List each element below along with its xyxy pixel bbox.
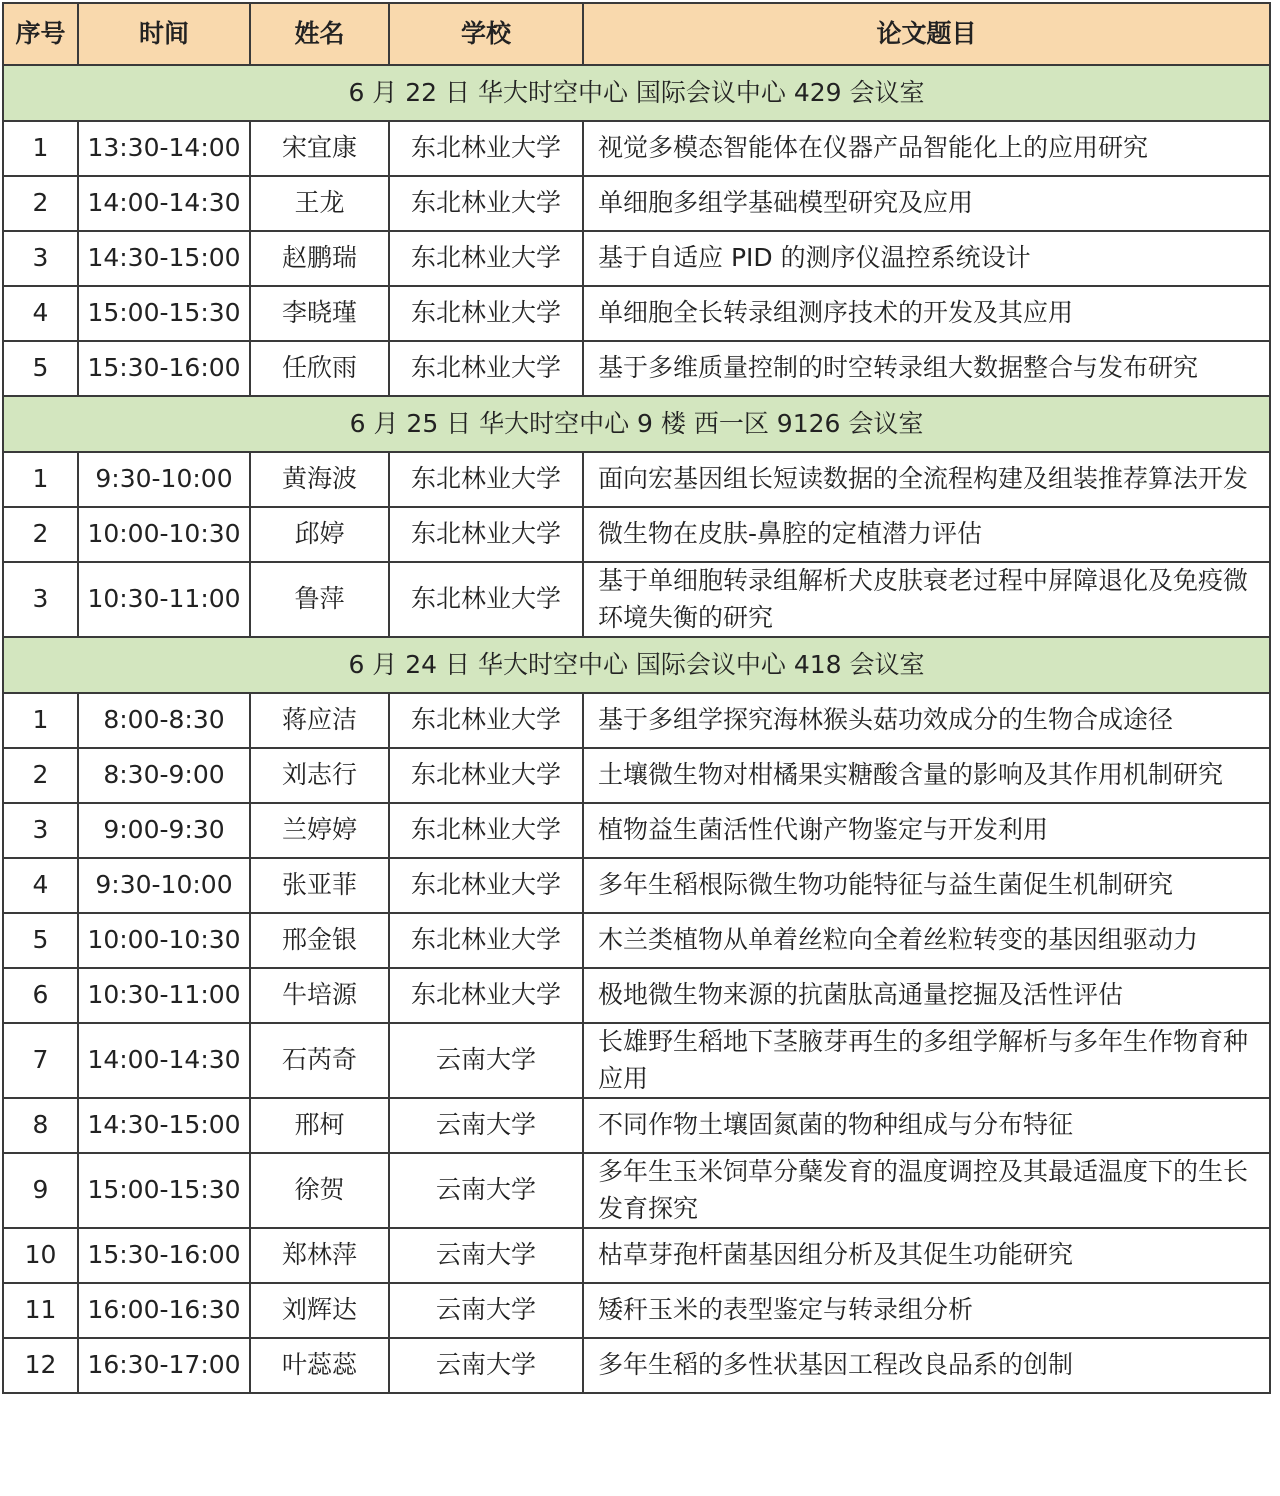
- row-name: 邢金银: [250, 913, 389, 968]
- row-title: 基于自适应 PID 的测序仪温控系统设计: [583, 231, 1270, 286]
- row-number: 3: [3, 562, 78, 637]
- row-title: 木兰类植物从单着丝粒向全着丝粒转变的基因组驱动力: [583, 913, 1270, 968]
- row-time: 8:00-8:30: [78, 693, 250, 748]
- row-school: 云南大学: [389, 1153, 583, 1228]
- row-school: 东北林业大学: [389, 121, 583, 176]
- row-title: 土壤微生物对柑橘果实糖酸含量的影响及其作用机制研究: [583, 748, 1270, 803]
- row-time: 8:30-9:00: [78, 748, 250, 803]
- row-number: 1: [3, 693, 78, 748]
- row-title: 面向宏基因组长短读数据的全流程构建及组装推荐算法开发: [583, 452, 1270, 507]
- row-time: 10:00-10:30: [78, 507, 250, 562]
- row-name: 牛培源: [250, 968, 389, 1023]
- table-row: [3, 968, 1270, 1023]
- row-school: 东北林业大学: [389, 913, 583, 968]
- header-no: 序号: [3, 3, 78, 65]
- table-row: [3, 913, 1270, 968]
- row-time: 14:00-14:30: [78, 1023, 250, 1098]
- table-row: [3, 748, 1270, 803]
- row-school: 云南大学: [389, 1338, 583, 1393]
- section-header: [3, 65, 1270, 121]
- table-row: [3, 341, 1270, 396]
- row-name: 兰婷婷: [250, 803, 389, 858]
- table-row: [3, 1283, 1270, 1338]
- row-title: 基于单细胞转录组解析犬皮肤衰老过程中屏障退化及免疫微环境失衡的研究: [583, 562, 1270, 637]
- table-row: [3, 1228, 1270, 1283]
- row-school: 东北林业大学: [389, 748, 583, 803]
- row-school: 云南大学: [389, 1228, 583, 1283]
- row-time: 15:00-15:30: [78, 1153, 250, 1228]
- row-school: 云南大学: [389, 1098, 583, 1153]
- row-name: 郑林萍: [250, 1228, 389, 1283]
- header-name: 姓名: [250, 3, 389, 65]
- row-name: 邱婷: [250, 507, 389, 562]
- row-name: 邢柯: [250, 1098, 389, 1153]
- row-time: 15:00-15:30: [78, 286, 250, 341]
- row-school: 东北林业大学: [389, 286, 583, 341]
- table-row: [3, 1023, 1270, 1098]
- header-time: 时间: [78, 3, 250, 65]
- table-row: [3, 231, 1270, 286]
- table-row: [3, 1338, 1270, 1393]
- row-time: 10:30-11:00: [78, 562, 250, 637]
- row-title: 枯草芽孢杆菌基因组分析及其促生功能研究: [583, 1228, 1270, 1283]
- row-number: 3: [3, 231, 78, 286]
- row-title: 矮秆玉米的表型鉴定与转录组分析: [583, 1283, 1270, 1338]
- row-time: 10:30-11:00: [78, 968, 250, 1023]
- row-title: 视觉多模态智能体在仪器产品智能化上的应用研究: [583, 121, 1270, 176]
- row-title: 基于多维质量控制的时空转录组大数据整合与发布研究: [583, 341, 1270, 396]
- row-number: 1: [3, 452, 78, 507]
- row-name: 蒋应洁: [250, 693, 389, 748]
- row-name: 李晓瑾: [250, 286, 389, 341]
- row-number: 2: [3, 507, 78, 562]
- row-number: 12: [3, 1338, 78, 1393]
- row-number: 5: [3, 913, 78, 968]
- table-row: [3, 176, 1270, 231]
- row-time: 15:30-16:00: [78, 341, 250, 396]
- table-row: [3, 858, 1270, 913]
- table-row: [3, 1098, 1270, 1153]
- row-school: 东北林业大学: [389, 803, 583, 858]
- row-title: 多年生稻根际微生物功能特征与益生菌促生机制研究: [583, 858, 1270, 913]
- row-time: 14:30-15:00: [78, 231, 250, 286]
- row-time: 9:30-10:00: [78, 452, 250, 507]
- row-number: 3: [3, 803, 78, 858]
- row-number: 7: [3, 1023, 78, 1098]
- table-row: [3, 452, 1270, 507]
- header-title: 论文题目: [583, 3, 1270, 65]
- table-row: [3, 507, 1270, 562]
- row-title: 单细胞全长转录组测序技术的开发及其应用: [583, 286, 1270, 341]
- row-time: 16:00-16:30: [78, 1283, 250, 1338]
- row-school: 东北林业大学: [389, 452, 583, 507]
- row-number: 2: [3, 748, 78, 803]
- row-time: 16:30-17:00: [78, 1338, 250, 1393]
- row-name: 赵鹏瑞: [250, 231, 389, 286]
- row-title: 植物益生菌活性代谢产物鉴定与开发利用: [583, 803, 1270, 858]
- row-name: 宋宜康: [250, 121, 389, 176]
- table-row: [3, 803, 1270, 858]
- section-heading: 6 月 22 日 华大时空中心 国际会议中心 429 会议室: [3, 65, 1270, 121]
- row-number: 1: [3, 121, 78, 176]
- row-time: 9:00-9:30: [78, 803, 250, 858]
- header-row: [3, 3, 1270, 65]
- row-time: 9:30-10:00: [78, 858, 250, 913]
- row-number: 4: [3, 858, 78, 913]
- row-school: 东北林业大学: [389, 858, 583, 913]
- row-name: 任欣雨: [250, 341, 389, 396]
- row-name: 鲁萍: [250, 562, 389, 637]
- row-number: 8: [3, 1098, 78, 1153]
- row-name: 王龙: [250, 176, 389, 231]
- row-time: 10:00-10:30: [78, 913, 250, 968]
- row-title: 多年生稻的多性状基因工程改良品系的创制: [583, 1338, 1270, 1393]
- row-title: 多年生玉米饲草分蘖发育的温度调控及其最适温度下的生长发育探究: [583, 1153, 1270, 1228]
- row-title: 极地微生物来源的抗菌肽高通量挖掘及活性评估: [583, 968, 1270, 1023]
- section-header: [3, 396, 1270, 452]
- row-number: 2: [3, 176, 78, 231]
- row-time: 15:30-16:00: [78, 1228, 250, 1283]
- row-title: 单细胞多组学基础模型研究及应用: [583, 176, 1270, 231]
- row-number: 11: [3, 1283, 78, 1338]
- row-number: 9: [3, 1153, 78, 1228]
- row-name: 叶蕊蕊: [250, 1338, 389, 1393]
- row-name: 石芮奇: [250, 1023, 389, 1098]
- section-heading: 6 月 24 日 华大时空中心 国际会议中心 418 会议室: [3, 637, 1270, 693]
- row-name: 徐贺: [250, 1153, 389, 1228]
- section-header: [3, 637, 1270, 693]
- row-school: 东北林业大学: [389, 968, 583, 1023]
- row-school: 东北林业大学: [389, 693, 583, 748]
- table-row: [3, 121, 1270, 176]
- table-row: [3, 562, 1270, 637]
- row-school: 东北林业大学: [389, 562, 583, 637]
- row-title: 微生物在皮肤-鼻腔的定植潜力评估: [583, 507, 1270, 562]
- row-name: 刘辉达: [250, 1283, 389, 1338]
- row-school: 东北林业大学: [389, 507, 583, 562]
- row-name: 张亚菲: [250, 858, 389, 913]
- header-school: 学校: [389, 3, 583, 65]
- row-time: 13:30-14:00: [78, 121, 250, 176]
- table-row: [3, 693, 1270, 748]
- row-number: 4: [3, 286, 78, 341]
- row-time: 14:30-15:00: [78, 1098, 250, 1153]
- table-row: [3, 1153, 1270, 1228]
- row-title: 不同作物土壤固氮菌的物种组成与分布特征: [583, 1098, 1270, 1153]
- row-number: 6: [3, 968, 78, 1023]
- row-name: 刘志行: [250, 748, 389, 803]
- section-heading: 6 月 25 日 华大时空中心 9 楼 西一区 9126 会议室: [3, 396, 1270, 452]
- row-school: 东北林业大学: [389, 176, 583, 231]
- schedule-table: [2, 2, 1271, 1394]
- row-title: 长雄野生稻地下茎腋芽再生的多组学解析与多年生作物育种应用: [583, 1023, 1270, 1098]
- row-school: 云南大学: [389, 1283, 583, 1338]
- table-row: [3, 286, 1270, 341]
- row-title: 基于多组学探究海林猴头菇功效成分的生物合成途径: [583, 693, 1270, 748]
- row-number: 5: [3, 341, 78, 396]
- row-school: 云南大学: [389, 1023, 583, 1098]
- row-time: 14:00-14:30: [78, 176, 250, 231]
- row-name: 黄海波: [250, 452, 389, 507]
- row-school: 东北林业大学: [389, 341, 583, 396]
- row-number: 10: [3, 1228, 78, 1283]
- row-school: 东北林业大学: [389, 231, 583, 286]
